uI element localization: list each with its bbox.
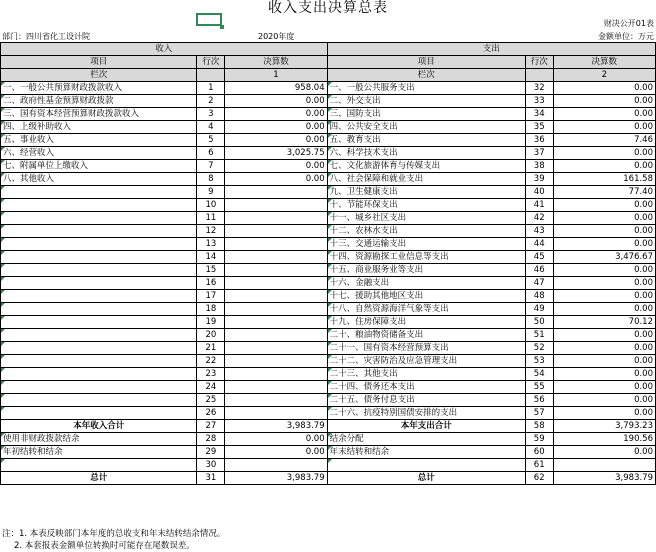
income-line-cell[interactable]: 6 [197,147,225,160]
income-amount-cell[interactable]: 0.00 [225,173,327,186]
expense-line-cell[interactable]: 33 [525,95,553,108]
expense-amount-cell[interactable]: 0.00 [553,82,655,95]
expense-amount-header: 决算数 [553,56,655,69]
expense-amount-cell[interactable]: 0.00 [553,368,655,381]
income-line-header: 行次 [197,56,225,69]
expense-amount-cell[interactable]: 70.12 [553,316,655,329]
footnote-2: 2. 本套报表金额单位转换时可能存在尾数误差。 [14,541,195,551]
expense-amount-cell[interactable]: 0.00 [553,264,655,277]
expense-amount-cell[interactable]: 0.00 [553,147,655,160]
expense-line-cell[interactable]: 39 [525,173,553,186]
expense-col-number: 2 [553,69,655,82]
income-amount-cell[interactable]: 3,025.75 [225,147,327,160]
expense-amount-cell[interactable]: 0.00 [553,394,655,407]
table-row [1,368,656,381]
expense-amount-cell[interactable]: 0.00 [553,303,655,316]
expense-item-header: 项目 [327,56,525,69]
expense-item-cell[interactable]: 二十六、抗疫特别国债安排的支出 [327,407,525,420]
expense-amount-cell[interactable]: 3,983.79 [553,472,655,485]
expense-line-cell[interactable]: 59 [525,433,553,446]
income-item-cell[interactable] [1,290,197,303]
summary-table [0,42,656,485]
table-row [1,199,656,212]
income-line-cell[interactable]: 19 [197,316,225,329]
expense-line-cell[interactable]: 52 [525,342,553,355]
table-row [1,121,656,134]
expense-item-cell[interactable]: 本年支出合计 [327,420,525,433]
income-amount-cell[interactable]: 3,983.79 [225,420,327,433]
expense-line-cell[interactable]: 56 [525,394,553,407]
expense-amount-cell[interactable]: 161.58 [553,173,655,186]
income-line-cell[interactable]: 23 [197,368,225,381]
expense-item-cell[interactable]: 二十一、国有资本经营预算支出 [327,342,525,355]
expense-line-cell[interactable]: 45 [525,251,553,264]
income-item-cell[interactable]: 三、国有资本经营预算财政拨款收入 [1,108,197,121]
expense-item-cell[interactable]: 二十三、其他支出 [327,368,525,381]
report-title: 收入支出决算总表 [268,0,388,16]
income-line-cell[interactable]: 21 [197,342,225,355]
income-amount-cell[interactable] [225,290,327,303]
expense-item-cell[interactable]: 十八、自然资源海洋气象等支出 [327,303,525,316]
income-item-cell[interactable] [1,342,197,355]
income-line-cell[interactable]: 5 [197,134,225,147]
income-line-cell[interactable]: 22 [197,355,225,368]
income-amount-cell[interactable] [225,225,327,238]
expense-amount-cell[interactable]: 0.00 [553,199,655,212]
income-amount-cell[interactable]: 0.00 [225,134,327,147]
table-row [1,342,656,355]
expense-amount-cell[interactable]: 0.00 [553,277,655,290]
income-line-cell[interactable]: 24 [197,381,225,394]
income-amount-cell[interactable]: 0.00 [225,446,327,459]
expense-line-cell[interactable]: 55 [525,381,553,394]
expense-item-cell[interactable]: 七、文化旅游体育与传媒支出 [327,160,525,173]
income-col-label: 栏次 [1,69,197,82]
table-row [1,147,656,160]
form-code: 财决公开01表 [603,19,654,28]
expense-item-cell[interactable]: 三、国防支出 [327,108,525,121]
income-amount-cell[interactable] [225,264,327,277]
income-line-cell[interactable]: 25 [197,394,225,407]
income-amount-cell[interactable] [225,316,327,329]
income-item-cell[interactable] [1,199,197,212]
expense-item-cell[interactable]: 二十四、债务还本支出 [327,381,525,394]
footnote-1: 注：1. 本表反映部门本年度的总收支和年末结转结余情况。 [2,529,226,539]
income-amount-cell[interactable]: 958.04 [225,82,327,95]
income-item-cell[interactable]: 二、政府性基金预算财政拨款 [1,95,197,108]
expense-header: 支出 [327,43,655,56]
expense-amount-cell[interactable]: 190.56 [553,433,655,446]
table-row [1,290,656,303]
expense-amount-cell[interactable]: 0.00 [553,446,655,459]
expense-line-cell[interactable]: 61 [525,459,553,472]
income-line-cell[interactable]: 28 [197,433,225,446]
expense-item-cell[interactable]: 十六、金融支出 [327,277,525,290]
income-item-cell[interactable] [1,238,197,251]
table-row [1,160,656,173]
expense-line-cell[interactable]: 58 [525,420,553,433]
income-col-number: 1 [225,69,327,82]
income-line-cell[interactable]: 29 [197,446,225,459]
income-line-cell[interactable]: 2 [197,95,225,108]
income-line-cell[interactable]: 31 [197,472,225,485]
selected-cell[interactable] [196,13,222,26]
expense-amount-cell[interactable]: 7.46 [553,134,655,147]
table-row [1,95,656,108]
expense-item-cell[interactable]: 九、卫生健康支出 [327,186,525,199]
income-line-cell[interactable]: 20 [197,329,225,342]
income-item-cell[interactable]: 四、上级补助收入 [1,121,197,134]
table-row [1,134,656,147]
expense-item-cell[interactable] [327,459,525,472]
expense-item-cell[interactable]: 二十二、灾害防治及应急管理支出 [327,355,525,368]
income-line-cell[interactable]: 30 [197,459,225,472]
table-row [1,108,656,121]
income-line-cell[interactable]: 8 [197,173,225,186]
expense-item-cell[interactable]: 十五、商业服务业等支出 [327,264,525,277]
income-item-cell[interactable] [1,251,197,264]
expense-amount-cell[interactable] [553,459,655,472]
income-amount-cell[interactable]: 0.00 [225,433,327,446]
expense-item-cell[interactable]: 十、节能环保支出 [327,199,525,212]
expense-line-cell[interactable]: 54 [525,368,553,381]
expense-item-cell[interactable]: 十二、农林水支出 [327,225,525,238]
table-row [1,355,656,368]
income-item-cell[interactable] [1,264,197,277]
expense-line-cell[interactable]: 40 [525,186,553,199]
income-line-cell[interactable]: 27 [197,420,225,433]
expense-amount-cell[interactable]: 0.00 [553,225,655,238]
table-row [1,264,656,277]
table-row [1,459,656,472]
expense-line-cell[interactable]: 46 [525,264,553,277]
table-row [1,329,656,342]
table-row [1,303,656,316]
income-item-cell[interactable] [1,212,197,225]
income-amount-cell[interactable] [225,368,327,381]
income-item-cell[interactable]: 七、附属单位上缴收入 [1,160,197,173]
expense-item-cell[interactable]: 十一、城乡社区支出 [327,212,525,225]
expense-item-cell[interactable]: 总计 [327,472,525,485]
income-amount-cell[interactable]: 0.00 [225,121,327,134]
income-item-cell[interactable]: 总计 [1,472,197,485]
expense-line-cell[interactable]: 48 [525,290,553,303]
income-line-cell[interactable]: 12 [197,225,225,238]
expense-amount-cell[interactable]: 0.00 [553,212,655,225]
income-line-cell[interactable]: 11 [197,212,225,225]
expense-line-cell[interactable]: 37 [525,147,553,160]
income-line-cell[interactable]: 17 [197,290,225,303]
income-amount-cell[interactable]: 0.00 [225,95,327,108]
income-line-cell[interactable]: 1 [197,82,225,95]
income-amount-cell[interactable] [225,303,327,316]
expense-item-cell[interactable]: 六、科学技术支出 [327,147,525,160]
table-row [1,173,656,186]
income-amount-cell[interactable] [225,381,327,394]
income-item-cell[interactable]: 使用非财政拨款结余 [1,433,197,446]
expense-line-cell[interactable]: 51 [525,329,553,342]
expense-item-cell[interactable]: 五、教育支出 [327,134,525,147]
expense-amount-cell[interactable]: 3,476.67 [553,251,655,264]
income-item-cell[interactable] [1,407,197,420]
table-row [1,225,656,238]
expense-item-cell[interactable]: 十四、资源勘探工业信息等支出 [327,251,525,264]
table-row [1,446,656,459]
income-item-header: 项目 [1,56,197,69]
income-line-cell[interactable]: 15 [197,264,225,277]
income-amount-cell[interactable] [225,212,327,225]
income-item-cell[interactable] [1,316,197,329]
income-line-cell[interactable]: 16 [197,277,225,290]
expense-line-cell[interactable]: 32 [525,82,553,95]
income-item-cell[interactable] [1,225,197,238]
expense-item-cell[interactable]: 二十五、债务付息支出 [327,394,525,407]
income-amount-cell[interactable] [225,199,327,212]
income-item-cell[interactable] [1,459,197,472]
income-line-cell[interactable]: 10 [197,199,225,212]
expense-item-cell[interactable]: 一、一般公共服务支出 [327,82,525,95]
table-row [1,251,656,264]
income-item-cell[interactable] [1,394,197,407]
table-row [1,420,656,433]
income-amount-cell[interactable] [225,355,327,368]
income-item-cell[interactable] [1,368,197,381]
expense-amount-cell[interactable]: 0.00 [553,121,655,134]
expense-line-cell[interactable]: 50 [525,316,553,329]
income-line-cell[interactable]: 3 [197,108,225,121]
expense-item-cell[interactable]: 结余分配 [327,433,525,446]
income-amount-cell[interactable] [225,342,327,355]
income-amount-cell[interactable] [225,329,327,342]
expense-line-cell[interactable]: 35 [525,121,553,134]
expense-amount-cell[interactable]: 0.00 [553,160,655,173]
income-line-cell[interactable]: 13 [197,238,225,251]
income-amount-cell[interactable] [225,238,327,251]
department-label: 部门：四川省化工设计院 [2,32,90,41]
year-label: 2020年度 [258,32,295,41]
expense-amount-cell[interactable]: 0.00 [553,290,655,303]
table-row [1,381,656,394]
income-line-cell[interactable]: 14 [197,251,225,264]
expense-line-cell[interactable]: 47 [525,277,553,290]
expense-item-cell[interactable]: 十九、住房保障支出 [327,316,525,329]
table-row [1,238,656,251]
income-item-cell[interactable]: 年初结转和结余 [1,446,197,459]
expense-item-cell[interactable]: 十三、交通运输支出 [327,238,525,251]
expense-amount-cell[interactable]: 0.00 [553,108,655,121]
expense-line-cell[interactable]: 53 [525,355,553,368]
expense-amount-cell[interactable]: 0.00 [553,95,655,108]
expense-line-cell[interactable]: 36 [525,134,553,147]
expense-amount-cell[interactable]: 0.00 [553,238,655,251]
expense-col-label: 栏次 [327,69,525,82]
expense-line-header: 行次 [525,56,553,69]
income-item-cell[interactable]: 一、一般公共预算财政拨款收入 [1,82,197,95]
expense-line-cell[interactable]: 38 [525,160,553,173]
table-row [1,212,656,225]
income-amount-cell[interactable] [225,186,327,199]
fill-handle[interactable] [220,25,224,29]
expense-amount-cell[interactable]: 0.00 [553,381,655,394]
expense-item-cell[interactable]: 年末结转和结余 [327,446,525,459]
expense-amount-cell[interactable]: 0.00 [553,329,655,342]
expense-amount-cell[interactable]: 0.00 [553,407,655,420]
income-item-cell[interactable] [1,303,197,316]
table-row [1,277,656,290]
expense-line-cell[interactable]: 34 [525,108,553,121]
income-line-cell[interactable]: 9 [197,186,225,199]
income-amount-cell[interactable] [225,394,327,407]
table-row [1,394,656,407]
expense-line-cell[interactable]: 43 [525,225,553,238]
income-line-cell[interactable]: 26 [197,407,225,420]
table-row [1,186,656,199]
expense-line-cell[interactable]: 49 [525,303,553,316]
expense-amount-cell[interactable]: 3,793.23 [553,420,655,433]
income-amount-header: 决算数 [225,56,327,69]
expense-item-cell[interactable]: 二十、粮油物资储备支出 [327,329,525,342]
expense-line-cell[interactable]: 44 [525,238,553,251]
expense-item-cell[interactable]: 四、公共安全支出 [327,121,525,134]
table-row [1,472,656,485]
expense-line-cell[interactable]: 62 [525,472,553,485]
income-item-cell[interactable] [1,381,197,394]
income-amount-cell[interactable]: 0.00 [225,108,327,121]
table-row [1,316,656,329]
expense-line-cell[interactable]: 42 [525,212,553,225]
expense-line-cell[interactable]: 41 [525,199,553,212]
expense-line-cell[interactable]: 60 [525,446,553,459]
income-amount-cell[interactable]: 0.00 [225,160,327,173]
income-item-cell[interactable] [1,329,197,342]
table-row [1,82,656,95]
income-header: 收入 [1,43,328,56]
expense-amount-cell[interactable]: 0.00 [553,355,655,368]
expense-item-cell[interactable]: 八、社会保障和就业支出 [327,173,525,186]
income-amount-cell[interactable] [225,251,327,264]
table-row [1,433,656,446]
income-amount-cell[interactable] [225,407,327,420]
unit-label: 金额单位：万元 [598,32,654,41]
income-line-cell[interactable]: 7 [197,160,225,173]
income-line-cell[interactable]: 4 [197,121,225,134]
expense-line-cell[interactable]: 57 [525,407,553,420]
expense-item-cell[interactable]: 十七、援助其他地区支出 [327,290,525,303]
income-item-cell[interactable]: 五、事业收入 [1,134,197,147]
income-amount-cell[interactable]: 3,983.79 [225,472,327,485]
income-item-cell[interactable] [1,355,197,368]
table-row [1,407,656,420]
expense-item-cell[interactable]: 二、外交支出 [327,95,525,108]
expense-amount-cell[interactable]: 77.40 [553,186,655,199]
income-line-cell[interactable]: 18 [197,303,225,316]
footnotes [2,528,225,552]
expense-amount-cell[interactable]: 0.00 [553,342,655,355]
income-item-cell[interactable] [1,186,197,199]
income-item-cell[interactable]: 六、经营收入 [1,147,197,160]
income-item-cell[interactable]: 八、其他收入 [1,173,197,186]
income-amount-cell[interactable] [225,277,327,290]
income-amount-cell[interactable] [225,459,327,472]
income-item-cell[interactable] [1,277,197,290]
income-item-cell[interactable]: 本年收入合计 [1,420,197,433]
